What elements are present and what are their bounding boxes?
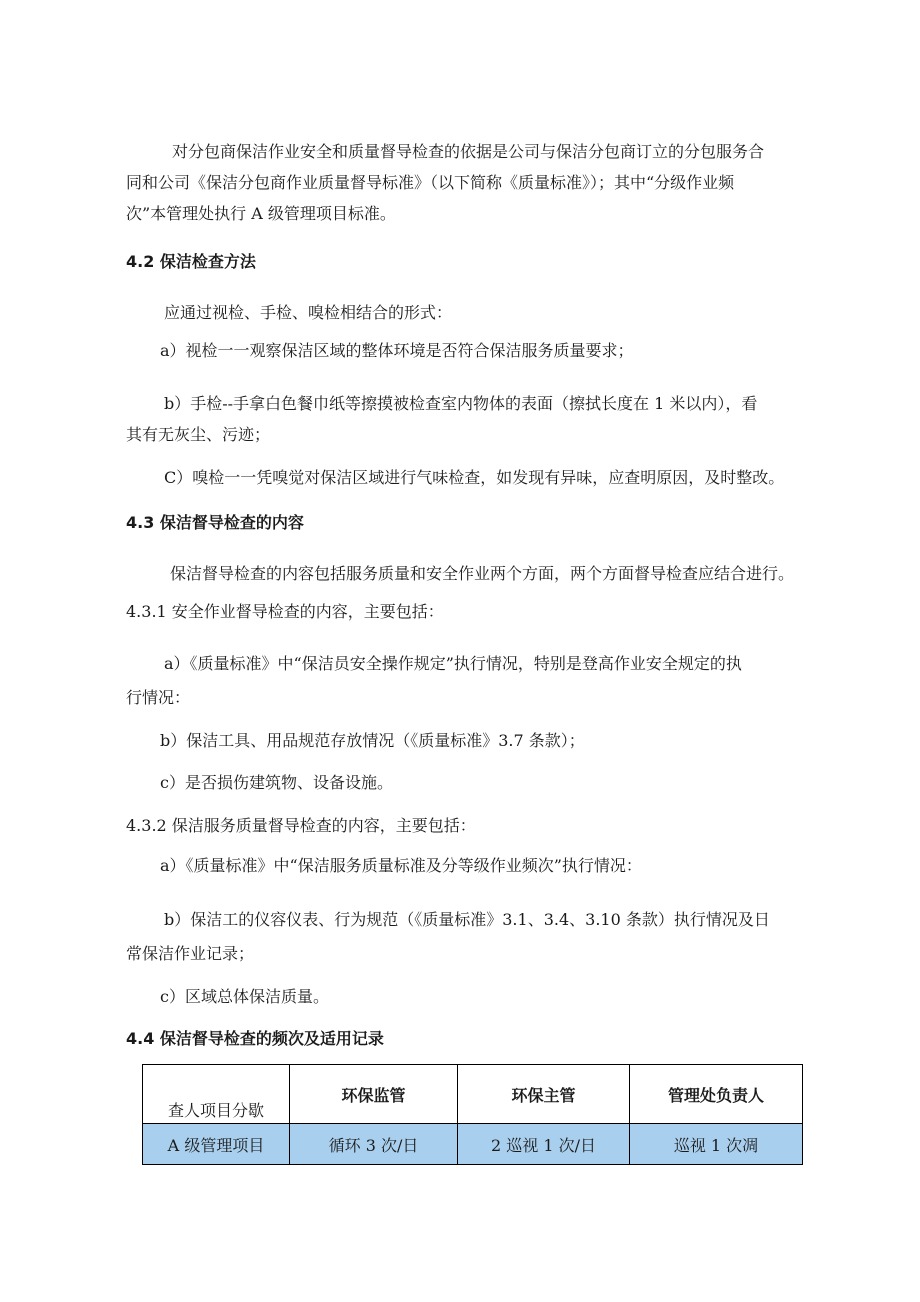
table-corner-cell: 查人项目分歇 xyxy=(143,1065,290,1124)
table-cell: 2 巡视 1 次/日 xyxy=(458,1124,630,1165)
paragraph-hand-check-line-2: 其有无灰尘、污迹； xyxy=(126,425,271,444)
heading-4-2: 4.2 保洁检查方法 xyxy=(126,252,256,271)
table-row xyxy=(143,1124,803,1165)
paragraph-basis-line-3: 次”本管理处执行 A 级管理项目标准。 xyxy=(126,204,396,223)
paragraph-basis-line-1: 对分包商保洁作业安全和质量督导检查的依据是公司与保洁分包商订立的分包服务合 xyxy=(172,142,765,161)
subheading-4-3-1: 4.3.1 安全作业督导检查的内容，主要包括： xyxy=(126,602,444,621)
paragraph-smell-check: C）嗅检一一凭嗅觉对保洁区域进行气味检查，如发现有异味，应查明原因，及时整改。 xyxy=(164,468,785,487)
inspection-frequency-table xyxy=(142,1064,803,1165)
table-header-cell: 环保主管 xyxy=(458,1065,630,1124)
paragraph-quality-b-line-1: b）保洁工的仪容仪表、行为规范（《质量标准》3.1、3.4、3.10 条款）执行情况及日 xyxy=(164,910,770,929)
table-header-cell: 管理处负责人 xyxy=(630,1065,803,1124)
paragraph-methods-intro: 应通过视检、手检、嗅检相结合的形式： xyxy=(164,303,453,322)
heading-4-4: 4.4 保洁督导检查的频次及适用记录 xyxy=(126,1029,384,1048)
table-header-cell: 环保监管 xyxy=(290,1065,458,1124)
paragraph-visual-check: a）视检一一观察保洁区域的整体环境是否符合保洁服务质量要求； xyxy=(160,341,634,360)
paragraph-quality-a: a）《质量标准》中“保洁服务质量标准及分等级作业频次”执行情况： xyxy=(160,856,642,875)
paragraph-quality-b-line-2: 常保洁作业记录； xyxy=(126,944,255,963)
paragraph-quality-c: c）区域总体保洁质量。 xyxy=(160,987,329,1006)
subheading-4-3-2: 4.3.2 保洁服务质量督导检查的内容，主要包括： xyxy=(126,816,476,835)
paragraph-safety-a-line-2: 行情况： xyxy=(126,688,191,707)
paragraph-basis-line-2: 同和公司《保洁分包商作业质量督导标准》（以下简称《质量标准》）；其中“分级作业频 xyxy=(126,173,735,192)
table-cell: A 级管理项目 xyxy=(143,1124,290,1165)
table-header-row xyxy=(143,1065,803,1124)
paragraph-safety-a-line-1: a）《质量标准》中“保洁员安全操作规定”执行情况，特别是登高作业安全规定的执 xyxy=(164,654,742,673)
paragraph-safety-b: b）保洁工具、用品规范存放情况（《质量标准》3.7 条款）； xyxy=(160,731,585,750)
paragraph-safety-c: c）是否损伤建筑物、设备设施。 xyxy=(160,773,393,792)
table-cell: 巡视 1 次凋 xyxy=(630,1124,803,1165)
paragraph-content-intro: 保洁督导检查的内容包括服务质量和安全作业两个方面，两个方面督导检查应结合进行。 xyxy=(170,564,795,583)
table-cell: 循环 3 次/日 xyxy=(290,1124,458,1165)
heading-4-3: 4.3 保洁督导检查的内容 xyxy=(126,513,304,532)
paragraph-hand-check-line-1: b）手检--手拿白色餐巾纸等擦摸被检查室内物体的表面（擦拭长度在 1 米以内），看 xyxy=(164,394,758,413)
